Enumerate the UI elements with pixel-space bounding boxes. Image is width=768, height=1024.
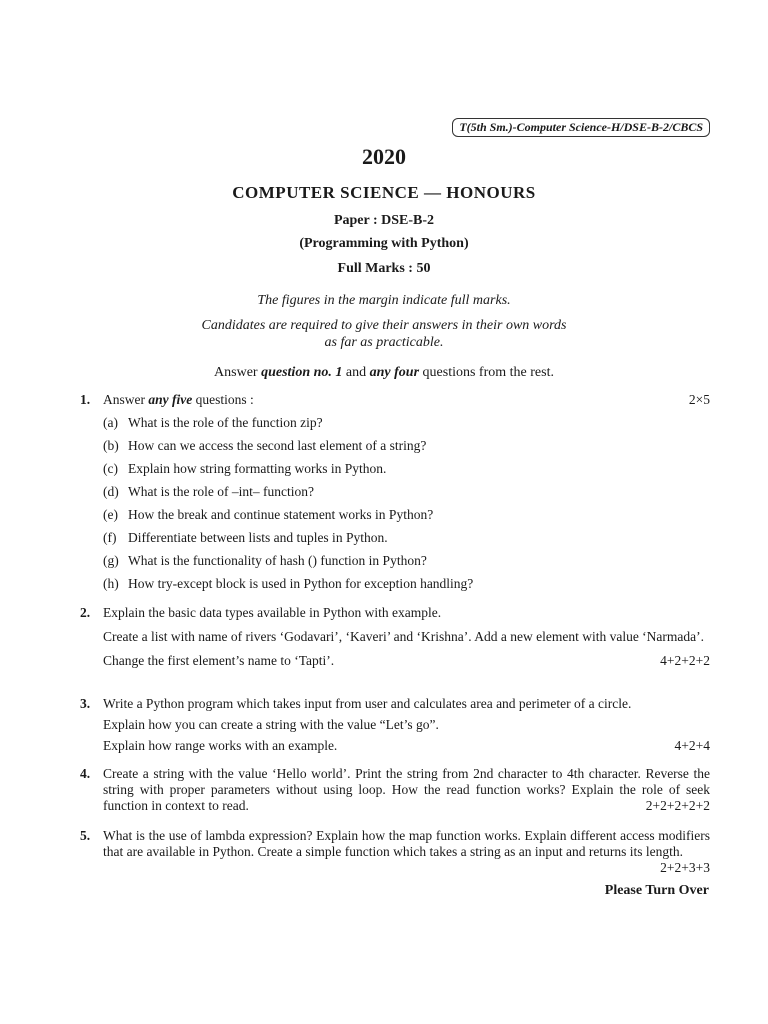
question-1-subpart [103,484,710,500]
marks-allocation: 2×5 [688,392,710,407]
marks-allocation: 2+2+2+2+2 [645,798,710,813]
instruction-own-words-line2: as far as practicable. [324,335,444,350]
q1-post: questions : [192,392,254,407]
subpart-text: Explain how string formatting works in Python. [128,461,387,476]
question-2 [80,605,710,677]
question-1-subpart [103,438,710,454]
subpart-text: How the break and continue statement works in Python? [128,507,434,522]
q1-any-five: any five [148,392,193,407]
exam-year: 2020 [362,144,406,169]
question-1-subpart [103,576,710,592]
subpart-label: (g) [103,553,119,568]
question-number: 2. [80,605,91,620]
question-2-part1: Explain the basic data types available in Python with example. [103,605,442,620]
question-3-part3-text: Explain how range works with an example. [103,738,338,753]
subject-title: COMPUTER SCIENCE — HONOURS [232,183,536,202]
question-5 [80,828,710,876]
paper-code: Paper : DSE-B-2 [333,213,435,228]
question-1-subpart [103,530,710,546]
instruction-own-words-line1: Candidates are required to give their answers in their own words [201,318,567,333]
question-number: 1. [80,392,91,407]
subpart-text: How can we access the second last element of a string? [128,438,427,453]
paper-code-box: T(5th Sm.)-Computer Science-H/DSE-B-2/CBCS [452,118,710,137]
instruction-own-words [0,317,768,351]
question-number: 5. [80,828,91,843]
question-1-subparts [103,415,710,592]
subpart-label: (a) [103,415,118,430]
question-1-prompt [103,392,710,408]
question-5-text [103,828,710,875]
question-1-subpart [103,415,710,431]
marks-allocation: 2+2+3+3 [660,860,710,875]
question-1-subpart [103,553,710,569]
question-5-body: What is the use of lambda expression? Explain how the map function works. Explain different access modifiers that are available in Python. Create a simple function which takes a string as an input and returns its length. [103,828,710,859]
answer-instruction [0,365,768,381]
subpart-label: (c) [103,461,118,476]
instruction-margin: The figures in the margin indicate full marks. [257,293,511,308]
answer-post: questions from the rest. [419,365,554,380]
subpart-label: (b) [103,438,119,453]
question-number: 4. [80,766,91,781]
paper-title: (Programming with Python) [299,236,469,251]
full-marks: Full Marks : 50 [337,261,431,276]
subpart-label: (d) [103,484,119,499]
question-3 [80,696,710,762]
question-number: 3. [80,696,91,711]
question-3-part2: Explain how you can create a string with the value “Let’s go”. [103,717,439,732]
subpart-label: (f) [103,530,117,545]
subpart-text: Differentiate between lists and tuples in Python. [128,530,388,545]
answer-pre: Answer [214,365,262,380]
question-4-text [103,766,710,814]
question-4 [80,766,710,822]
question-1-subpart [103,461,710,477]
question-2-part2: Create a list with name of rivers ‘Godavari’, ‘Kaveri’ and ‘Krishna’. Add a new element with value ‘Narmada’. [103,629,705,644]
question-2-part3 [103,653,710,669]
question-1 [80,392,710,599]
answer-any-four: any four [369,365,420,380]
subpart-text: What is the functionality of hash () function in Python? [128,553,427,568]
question-1-subpart [103,507,710,523]
please-turn-over: Please Turn Over [604,883,709,898]
marks-allocation: 4+2+4 [674,738,710,753]
subpart-text: How try-except block is used in Python for exception handling? [128,576,474,591]
question-4-body: Create a string with the value ‘Hello world’. Print the string from 2nd character to 4th character. Reverse the string with proper parameters without using loop. How the read function works? Explain the role of seek function in context to read. [103,766,710,813]
question-3-part3 [103,738,710,754]
subpart-label: (h) [103,576,119,591]
q1-pre: Answer [103,392,149,407]
subpart-text: What is the role of the function zip? [128,415,323,430]
subpart-text: What is the role of –int– function? [128,484,314,499]
subpart-label: (e) [103,507,118,522]
question-2-part3-text: Change the first element’s name to ‘Tapti’. [103,653,335,668]
answer-question-no: question no. 1 [261,365,343,380]
marks-allocation: 4+2+2+2 [660,653,710,668]
question-3-part1: Write a Python program which takes input from user and calculates area and perimeter of a circle. [103,696,632,711]
answer-mid: and [342,365,370,380]
